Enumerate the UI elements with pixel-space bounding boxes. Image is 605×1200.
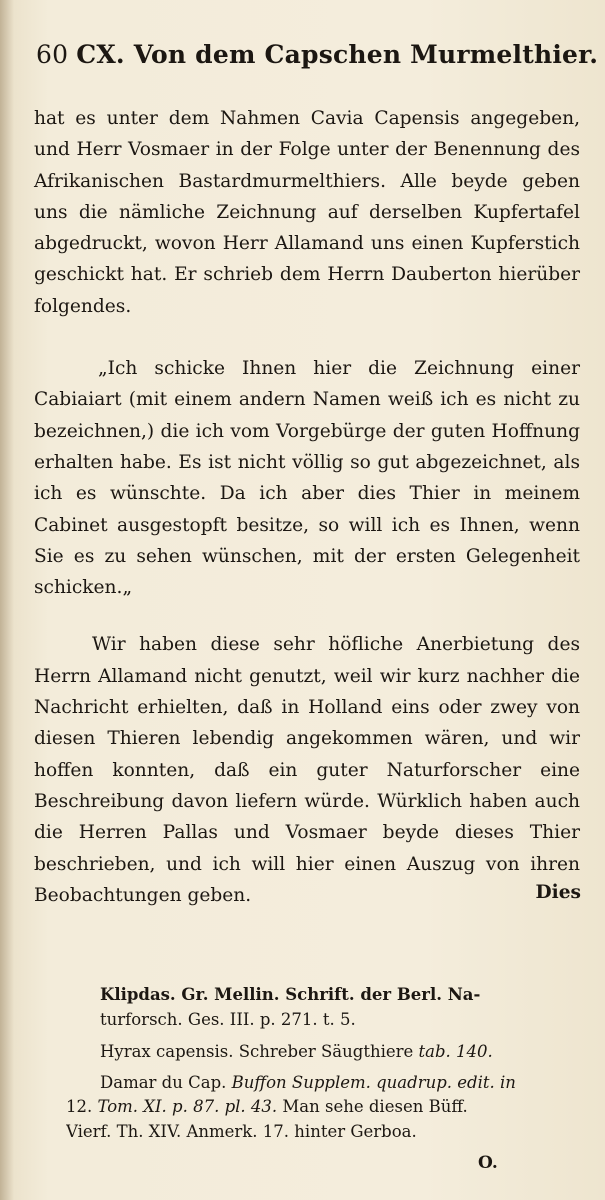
footnote-text: Damar du Cap. xyxy=(100,1072,232,1092)
chapter-title: CX. Von dem Capschen Murmelthier. xyxy=(76,40,599,69)
paragraph-2-quotation: „Ich schicke Ihnen hier die Zeichnung einer Cabiaiart (mit einem andern Namen weiß ich es nicht zu bezeichnen,) die ich vom Vorgebürge der guten Hoffnung erhalten habe. Es ist nicht völlig so gut abgezeichnet, als ich es wünschte. Da ich aber dies Thier in meinem Cabinet ausgestopft besitze, so will ich es Ihnen, wenn Sie es zu sehen wünschen, mit der ersten Gelegenheit schicken.„ xyxy=(34,358,580,599)
paragraph-1: hat es unter dem Nahmen Cavia Capensis angegeben, und Herr Vosmaer in der Folge unter der Benennung des Afrikanischen Bastardmurmelthiers. Alle beyde geben uns die nämliche Zeichnung auf derselben Kupfertafel abgedruckt, wovon Herr Allamand uns einen Kupferstich geschickt hat. Er schrieb dem Herrn Dauberton hierüber folgendes. xyxy=(34,108,580,317)
footnote-line xyxy=(100,1040,578,1065)
footnote-text: Hyrax capensis. Schreber Säugthiere xyxy=(100,1042,419,1061)
footnote-line xyxy=(66,1095,578,1120)
running-header xyxy=(36,40,599,80)
footnote-text: 12. xyxy=(66,1097,98,1116)
catchword: Dies xyxy=(535,882,581,903)
page-number: 60 xyxy=(36,40,69,69)
footnote-signature: O. xyxy=(478,1153,498,1173)
paragraph-3: Wir haben diese sehr höfliche Anerbietung des Herrn Allamand nicht genutzt, weil wir kurz nachher die Nachricht erhielten, daß in Holland eins oder zwey von diesen Thieren lebendig angekommen wären, und wir hoffen konnten, daß ein guter Naturforscher eine Beschreibung davon liefern würde. Würklich haben auch die Herren Pallas und Vosmaer beyde dieses Thier beschrieben, und ich will hier einen Auszug von ihren Beobachtungen geben. xyxy=(34,634,580,906)
spine-shadow xyxy=(0,0,14,1200)
footnote-line: turforsch. Ges. III. p. 271. t. 5. xyxy=(100,1009,356,1029)
footnote-line: Vierf. Th. XIV. Anmerk. 17. hinter Gerboa. xyxy=(66,1121,417,1141)
footnote-text-italic: tab. 140. xyxy=(418,1042,493,1061)
footnote-text: Man sehe diesen Büff. xyxy=(277,1097,468,1116)
footnote-text-italic: Tom. XI. p. 87. pl. 43. xyxy=(97,1097,278,1116)
footnote-text-italic: Buffon Supplem. quadrup. edit. in xyxy=(231,1072,516,1092)
footnotes xyxy=(66,983,578,1144)
footnote-line xyxy=(100,1071,578,1096)
main-text xyxy=(34,103,580,911)
footnote-line: Klipdas. Gr. Mellin. Schrift. der Berl. Na- xyxy=(100,985,481,1004)
